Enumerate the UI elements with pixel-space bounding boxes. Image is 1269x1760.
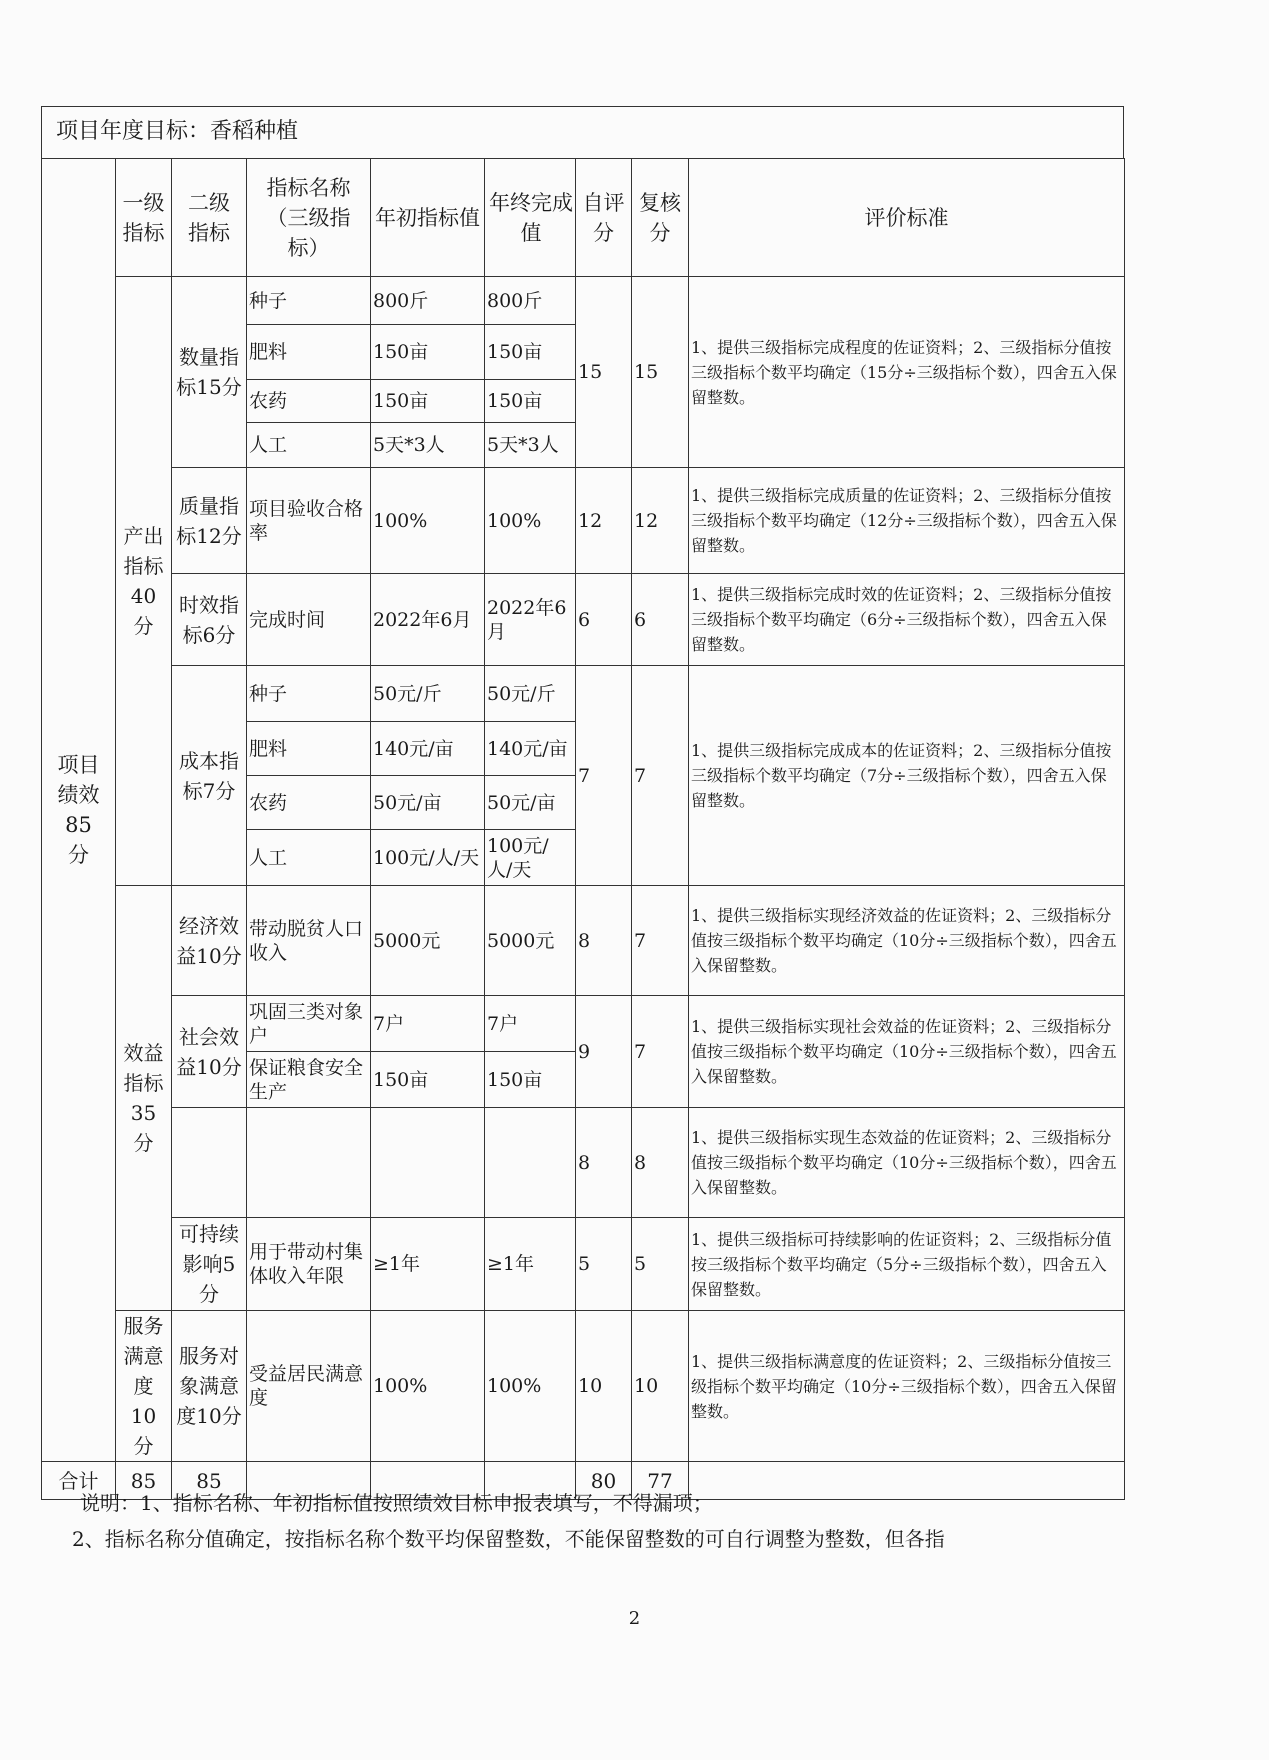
header-level1: 一级指标 xyxy=(116,159,172,277)
final-value: 100元/人/天 xyxy=(485,830,576,886)
total-level2: 85 xyxy=(172,1462,247,1500)
social-indicator-label: 社会效益10分 xyxy=(172,996,247,1108)
total-level1: 85 xyxy=(116,1462,172,1500)
self-score: 12 xyxy=(576,468,632,574)
initial-value: 100% xyxy=(371,1311,485,1462)
review-score: 7 xyxy=(632,996,689,1108)
initial-value: 150亩 xyxy=(371,380,485,423)
review-score: 6 xyxy=(632,574,689,666)
table-row xyxy=(42,277,1125,325)
quantity-indicator-label: 数量指标15分 xyxy=(172,277,247,468)
table-row xyxy=(42,996,1125,1052)
initial-value: 100元/人/天 xyxy=(371,830,485,886)
initial-value: 150亩 xyxy=(371,1052,485,1108)
final-value: 100% xyxy=(485,1311,576,1462)
header-level2: 二级指标 xyxy=(172,159,247,277)
final-value: 140元/亩 xyxy=(485,722,576,776)
sustainable-indicator-label: 可持续影响5分 xyxy=(172,1218,247,1311)
criteria-text: 1、提供三级指标完成时效的佐证资料；2、三级指标分值按三级指标个数平均确定（6分÷三级指标个数），四舍五入保留整数。 xyxy=(689,574,1125,666)
indicator-name: 用于带动村集体收入年限 xyxy=(247,1218,371,1311)
table-row xyxy=(42,468,1125,574)
indicator-name: 人工 xyxy=(247,830,371,886)
indicator-name: 农药 xyxy=(247,380,371,423)
initial-value: 150亩 xyxy=(371,325,485,380)
self-score: 5 xyxy=(576,1218,632,1311)
review-score: 7 xyxy=(632,886,689,996)
self-score: 9 xyxy=(576,996,632,1108)
output-indicator-label: 产出指标40分 xyxy=(116,277,172,886)
quality-indicator-label: 质量指标12分 xyxy=(172,468,247,574)
satisfaction-indicator-label: 服务满意度10分 xyxy=(116,1311,172,1462)
final-value: 5000元 xyxy=(485,886,576,996)
self-score: 8 xyxy=(576,1108,632,1218)
initial-value: 7户 xyxy=(371,996,485,1052)
header-review-score: 复核分 xyxy=(632,159,689,277)
initial-value xyxy=(371,1108,485,1218)
indicator-name: 受益居民满意度 xyxy=(247,1311,371,1462)
self-score: 6 xyxy=(576,574,632,666)
ecological-indicator-label xyxy=(172,1108,247,1218)
top-category-cell xyxy=(42,159,116,1462)
benefit-indicator-label: 效益指标35分 xyxy=(116,886,172,1311)
indicator-name: 项目验收合格率 xyxy=(247,468,371,574)
initial-value: 5天*3人 xyxy=(371,423,485,468)
table-row xyxy=(42,666,1125,722)
self-score: 8 xyxy=(576,886,632,996)
final-value: 7户 xyxy=(485,996,576,1052)
review-score: 7 xyxy=(632,666,689,886)
criteria-text: 1、提供三级指标实现生态效益的佐证资料；2、三级指标分值按三级指标个数平均确定（10分÷三级指标个数），四舍五入保留整数。 xyxy=(689,1108,1125,1218)
initial-value: ≥1年 xyxy=(371,1218,485,1311)
criteria-text: 1、提供三级指标完成程度的佐证资料；2、三级指标分值按三级指标个数平均确定（15分÷三级指标个数），四舍五入保留整数。 xyxy=(689,277,1125,468)
note-line: 说明：1、指标名称、年初指标值按照绩效目标申报表填写，不得漏项； xyxy=(80,1491,713,1515)
header-initial-value: 年初指标值 xyxy=(371,159,485,277)
indicator-name: 巩固三类对象户 xyxy=(247,996,371,1052)
final-value xyxy=(485,1108,576,1218)
criteria-text: 1、提供三级指标完成成本的佐证资料；2、三级指标分值按三级指标个数平均确定（7分÷三级指标个数），四舍五入保留整数。 xyxy=(689,666,1125,886)
final-value: 2022年6月 xyxy=(485,574,576,666)
cost-indicator-label: 成本指标7分 xyxy=(172,666,247,886)
table-row xyxy=(42,1218,1125,1311)
review-score: 5 xyxy=(632,1218,689,1311)
top-category-label: 项目绩效85分 xyxy=(57,753,100,867)
page-number: 2 xyxy=(628,1608,641,1629)
total-review-score: 77 xyxy=(632,1462,689,1500)
initial-value: 100% xyxy=(371,468,485,574)
indicator-name: 肥料 xyxy=(247,325,371,380)
initial-value: 140元/亩 xyxy=(371,722,485,776)
indicator-name: 种子 xyxy=(247,277,371,325)
self-score: 10 xyxy=(576,1311,632,1462)
economic-indicator-label: 经济效益10分 xyxy=(172,886,247,996)
timeliness-indicator-label: 时效指标6分 xyxy=(172,574,247,666)
indicator-name: 带动脱贫人口收入 xyxy=(247,886,371,996)
table-row xyxy=(42,1108,1125,1218)
review-score: 10 xyxy=(632,1311,689,1462)
criteria-text: 1、提供三级指标完成质量的佐证资料；2、三级指标分值按三级指标个数平均确定（12分÷三级指标个数），四舍五入保留整数。 xyxy=(689,468,1125,574)
final-value: 150亩 xyxy=(485,1052,576,1108)
final-value: 100% xyxy=(485,468,576,574)
initial-value: 50元/亩 xyxy=(371,776,485,830)
criteria-text: 1、提供三级指标实现社会效益的佐证资料；2、三级指标分值按三级指标个数平均确定（10分÷三级指标个数），四舍五入保留整数。 xyxy=(689,996,1125,1108)
initial-value: 5000元 xyxy=(371,886,485,996)
final-value: ≥1年 xyxy=(485,1218,576,1311)
review-score: 8 xyxy=(632,1108,689,1218)
performance-table xyxy=(41,158,1125,1500)
criteria-text: 1、提供三级指标实现经济效益的佐证资料；2、三级指标分值按三级指标个数平均确定（10分÷三级指标个数），四舍五入保留整数。 xyxy=(689,886,1125,996)
final-value: 150亩 xyxy=(485,380,576,423)
project-annual-goal: 项目年度目标：香稻种植 xyxy=(41,106,1124,158)
final-value: 5天*3人 xyxy=(485,423,576,468)
initial-value: 800斤 xyxy=(371,277,485,325)
total-self-score: 80 xyxy=(576,1462,632,1500)
indicator-name: 人工 xyxy=(247,423,371,468)
indicator-name xyxy=(247,1108,371,1218)
service-satisfaction-label: 服务对象满意度10分 xyxy=(172,1311,247,1462)
header-criteria: 评价标准 xyxy=(689,159,1125,277)
table-row xyxy=(42,1311,1125,1462)
table-header-row xyxy=(42,159,1125,277)
criteria-text: 1、提供三级指标可持续影响的佐证资料；2、三级指标分值按三级指标个数平均确定（5分÷三级指标个数），四舍五入保留整数。 xyxy=(689,1218,1125,1311)
header-indicator-name: 指标名称（三级指标） xyxy=(247,159,371,277)
final-value: 150亩 xyxy=(485,325,576,380)
indicator-name: 种子 xyxy=(247,666,371,722)
final-value: 800斤 xyxy=(485,277,576,325)
indicator-name: 肥料 xyxy=(247,722,371,776)
indicator-name: 完成时间 xyxy=(247,574,371,666)
header-self-score: 自评分 xyxy=(576,159,632,277)
initial-value: 50元/斤 xyxy=(371,666,485,722)
header-final-value: 年终完成值 xyxy=(485,159,576,277)
table-row xyxy=(42,886,1125,996)
table-row xyxy=(42,574,1125,666)
self-score: 15 xyxy=(576,277,632,468)
review-score: 15 xyxy=(632,277,689,468)
total-label: 合计 xyxy=(42,1462,116,1500)
self-score: 7 xyxy=(576,666,632,886)
indicator-name: 保证粮食安全生产 xyxy=(247,1052,371,1108)
notes xyxy=(72,1485,1140,1557)
criteria-text: 1、提供三级指标满意度的佐证资料；2、三级指标分值按三级指标个数平均确定（10分÷三级指标个数），四舍五入保留整数。 xyxy=(689,1311,1125,1462)
final-value: 50元/斤 xyxy=(485,666,576,722)
final-value: 50元/亩 xyxy=(485,776,576,830)
note-line: 2、指标名称分值确定，按指标名称个数平均保留整数，不能保留整数的可自行调整为整数，但各指 xyxy=(72,1527,945,1551)
review-score: 12 xyxy=(632,468,689,574)
indicator-name: 农药 xyxy=(247,776,371,830)
initial-value: 2022年6月 xyxy=(371,574,485,666)
